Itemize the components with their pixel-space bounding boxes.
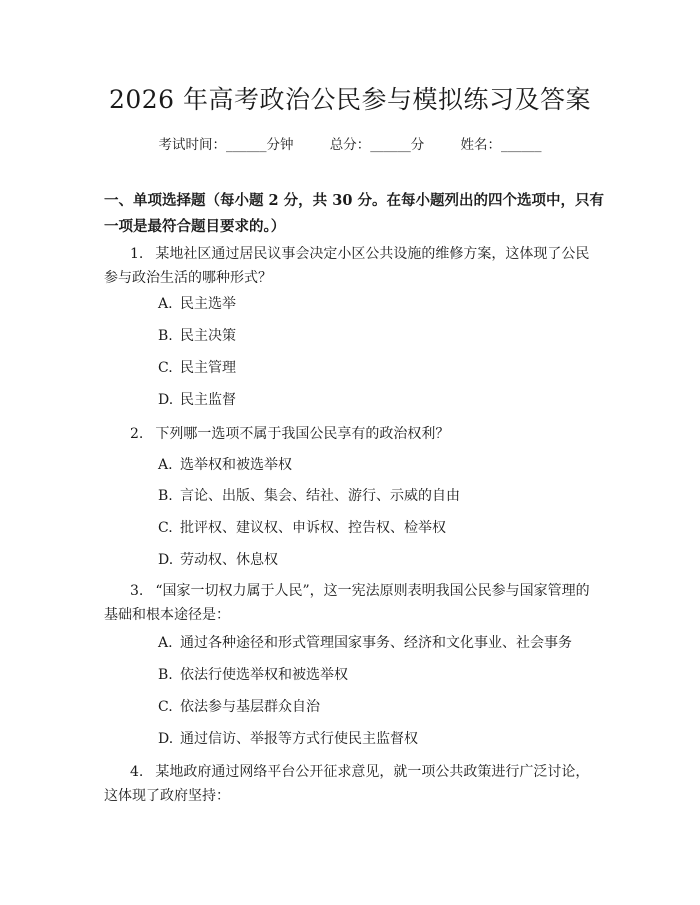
option-text: 民主监督 [180, 392, 236, 408]
option-letter: B. [158, 667, 173, 683]
question-text: “国家一切权力属于人民”，这一宪法原则表明我国公民参与国家管理的基础和根本途径是： [104, 583, 590, 623]
option-2c [158, 518, 446, 538]
question-number: 1. [130, 246, 144, 262]
option-letter: D. [158, 731, 174, 747]
option-letter: C. [158, 520, 173, 536]
option-text: 民主决策 [180, 328, 236, 344]
option-text: 民主选举 [180, 296, 236, 312]
option-letter: A. [158, 457, 173, 473]
question-number: 4. [130, 764, 144, 780]
option-3d [158, 729, 418, 749]
exam-info-line [0, 133, 700, 153]
option-letter: A. [158, 296, 173, 312]
question-text: 下列哪一选项不属于我国公民享有的政治权利？ [155, 426, 450, 442]
option-text: 言论、出版、集会、结社、游行、示威的自由 [180, 488, 460, 504]
option-3c [158, 697, 320, 717]
option-2b [158, 486, 460, 506]
question-2 [104, 422, 600, 446]
option-3b [158, 665, 348, 685]
exam-time-field: 考试时间：______分钟 [158, 137, 294, 153]
option-letter: D. [158, 552, 174, 568]
option-text: 通过各种途径和形式管理国家事务、经济和文化事业、社会事务 [180, 635, 572, 651]
option-1b [158, 326, 236, 346]
option-text: 批评权、建议权、申诉权、控告权、检举权 [180, 520, 446, 536]
option-text: 民主管理 [180, 360, 236, 376]
option-letter: B. [158, 328, 173, 344]
option-letter: C. [158, 699, 173, 715]
question-3 [104, 579, 600, 627]
section-header: 一、单项选择题（每小题 2 分，共 30 分。在每小题列出的四个选项中，只有一项是最符合题目要求的。） [104, 192, 604, 235]
question-text: 某地政府通过网络平台公开征求意见，就一项公共政策进行广泛讨论，这体现了政府坚持： [104, 764, 590, 804]
option-letter: A. [158, 635, 173, 651]
student-name-field: 姓名：______ [460, 137, 542, 153]
option-text: 依法行使选举权和被选举权 [180, 667, 348, 683]
option-1c [158, 358, 236, 378]
total-score-field: 总分：______分 [329, 137, 425, 153]
option-1d [158, 390, 236, 410]
option-text: 通过信访、举报等方式行使民主监督权 [180, 731, 418, 747]
question-4 [104, 760, 600, 808]
question-text: 某地社区通过居民议事会决定小区公共设施的维修方案，这体现了公民参与政治生活的哪种形式？ [104, 246, 590, 286]
question-number: 3. [130, 583, 144, 599]
option-text: 依法参与基层群众自治 [180, 699, 320, 715]
page-title: 2026 年高考政治公民参与模拟练习及答案 [108, 85, 592, 114]
option-2d [158, 550, 278, 570]
option-letter: B. [158, 488, 173, 504]
option-text: 选举权和被选举权 [180, 457, 292, 473]
question-1 [104, 242, 600, 290]
option-1a [158, 294, 236, 314]
option-2a [158, 455, 292, 475]
question-number: 2. [130, 426, 144, 442]
option-letter: C. [158, 360, 173, 376]
option-text: 劳动权、休息权 [180, 552, 278, 568]
option-letter: D. [158, 392, 174, 408]
option-3a [158, 633, 572, 653]
